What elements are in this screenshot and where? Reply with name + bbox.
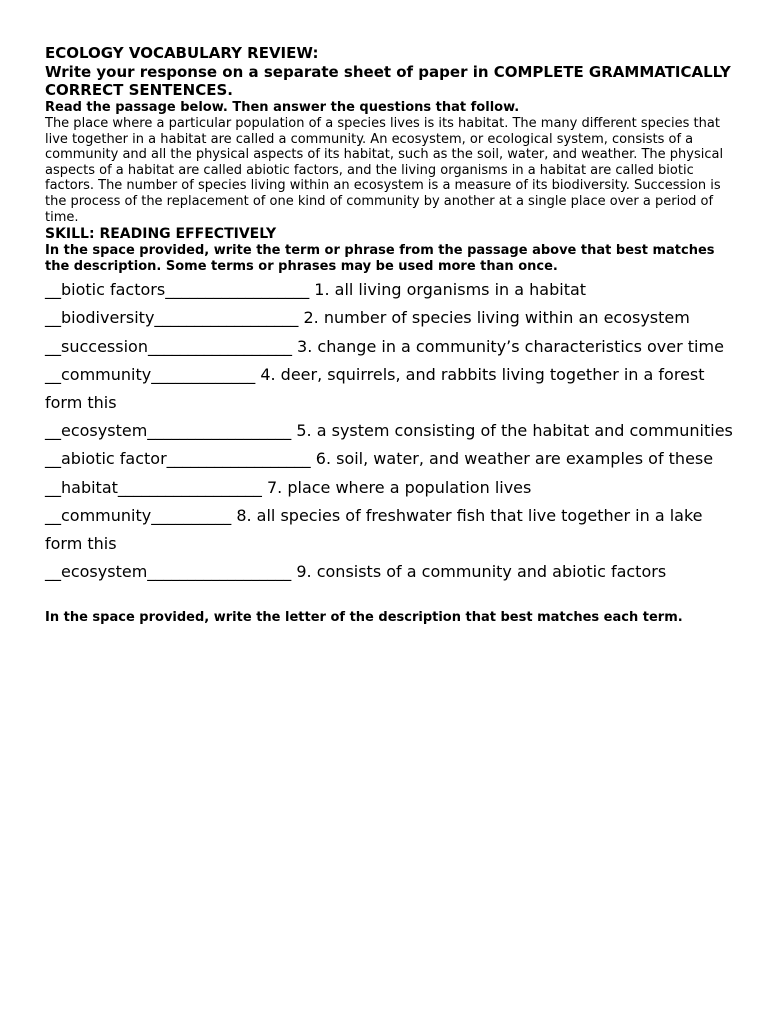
vocab-item-6: __abiotic factor__________________ 6. soil, water, and weather are examples of these [45,449,714,469]
vocab-item-5: __ecosystem__________________ 5. a system consisting of the habitat and communities [45,421,733,441]
worksheet-title: ECOLOGY VOCABULARY REVIEW: [45,44,319,62]
worksheet-page [45,44,735,626]
vocab-item-1: __biotic factors__________________ 1. all living organisms in a habitat [45,280,587,300]
matching-instruction: In the space provided, write the letter of the description that best matches each term. [45,610,683,626]
vocab-item-9: __ecosystem__________________ 9. consists of a community and abiotic factors [45,562,667,582]
skill-heading: SKILL: READING EFFECTIVELY [45,226,277,243]
vocab-item-7: __habitat__________________ 7. place where a population lives [45,477,532,497]
vocabulary-list [45,276,735,586]
vocab-item-3: __succession__________________ 3. change in a community’s characteristics over time [45,336,724,356]
skill-instruction: In the space provided, write the term or phrase from the passage above that best matches the description. Some terms or phrases may be used more than once. [45,243,715,275]
passage-text: The place where a particular population of a species lives is its habitat. The many different species that live together in a habitat are called a community. An ecosystem, or ecological system, consists of a community and all the physical aspects of its habitat, such as the soil, water, and weather. The physical aspects of a habitat are called abiotic factors, and the living organisms in a habitat are called biotic factors. The number of species living within an ecosystem is a measure of its biodiversity. Succession is the process of the replacement of one kind of community by another at a single place over a period of time. [45,116,724,225]
vocab-item-4: __community_____________ 4. deer, squirrels, and rabbits living together in a forest form this [45,364,705,412]
vocab-item-2: __biodiversity__________________ 2. number of species living within an ecosystem [45,308,690,328]
response-instruction: Write your response on a separate sheet of paper in COMPLETE GRAMMATICALLY CORRECT SENTENCES. [45,63,731,99]
vocab-item-8: __community__________ 8. all species of freshwater fish that live together in a lake form this [45,505,703,553]
passage-intro: Read the passage below. Then answer the questions that follow. [45,100,520,115]
